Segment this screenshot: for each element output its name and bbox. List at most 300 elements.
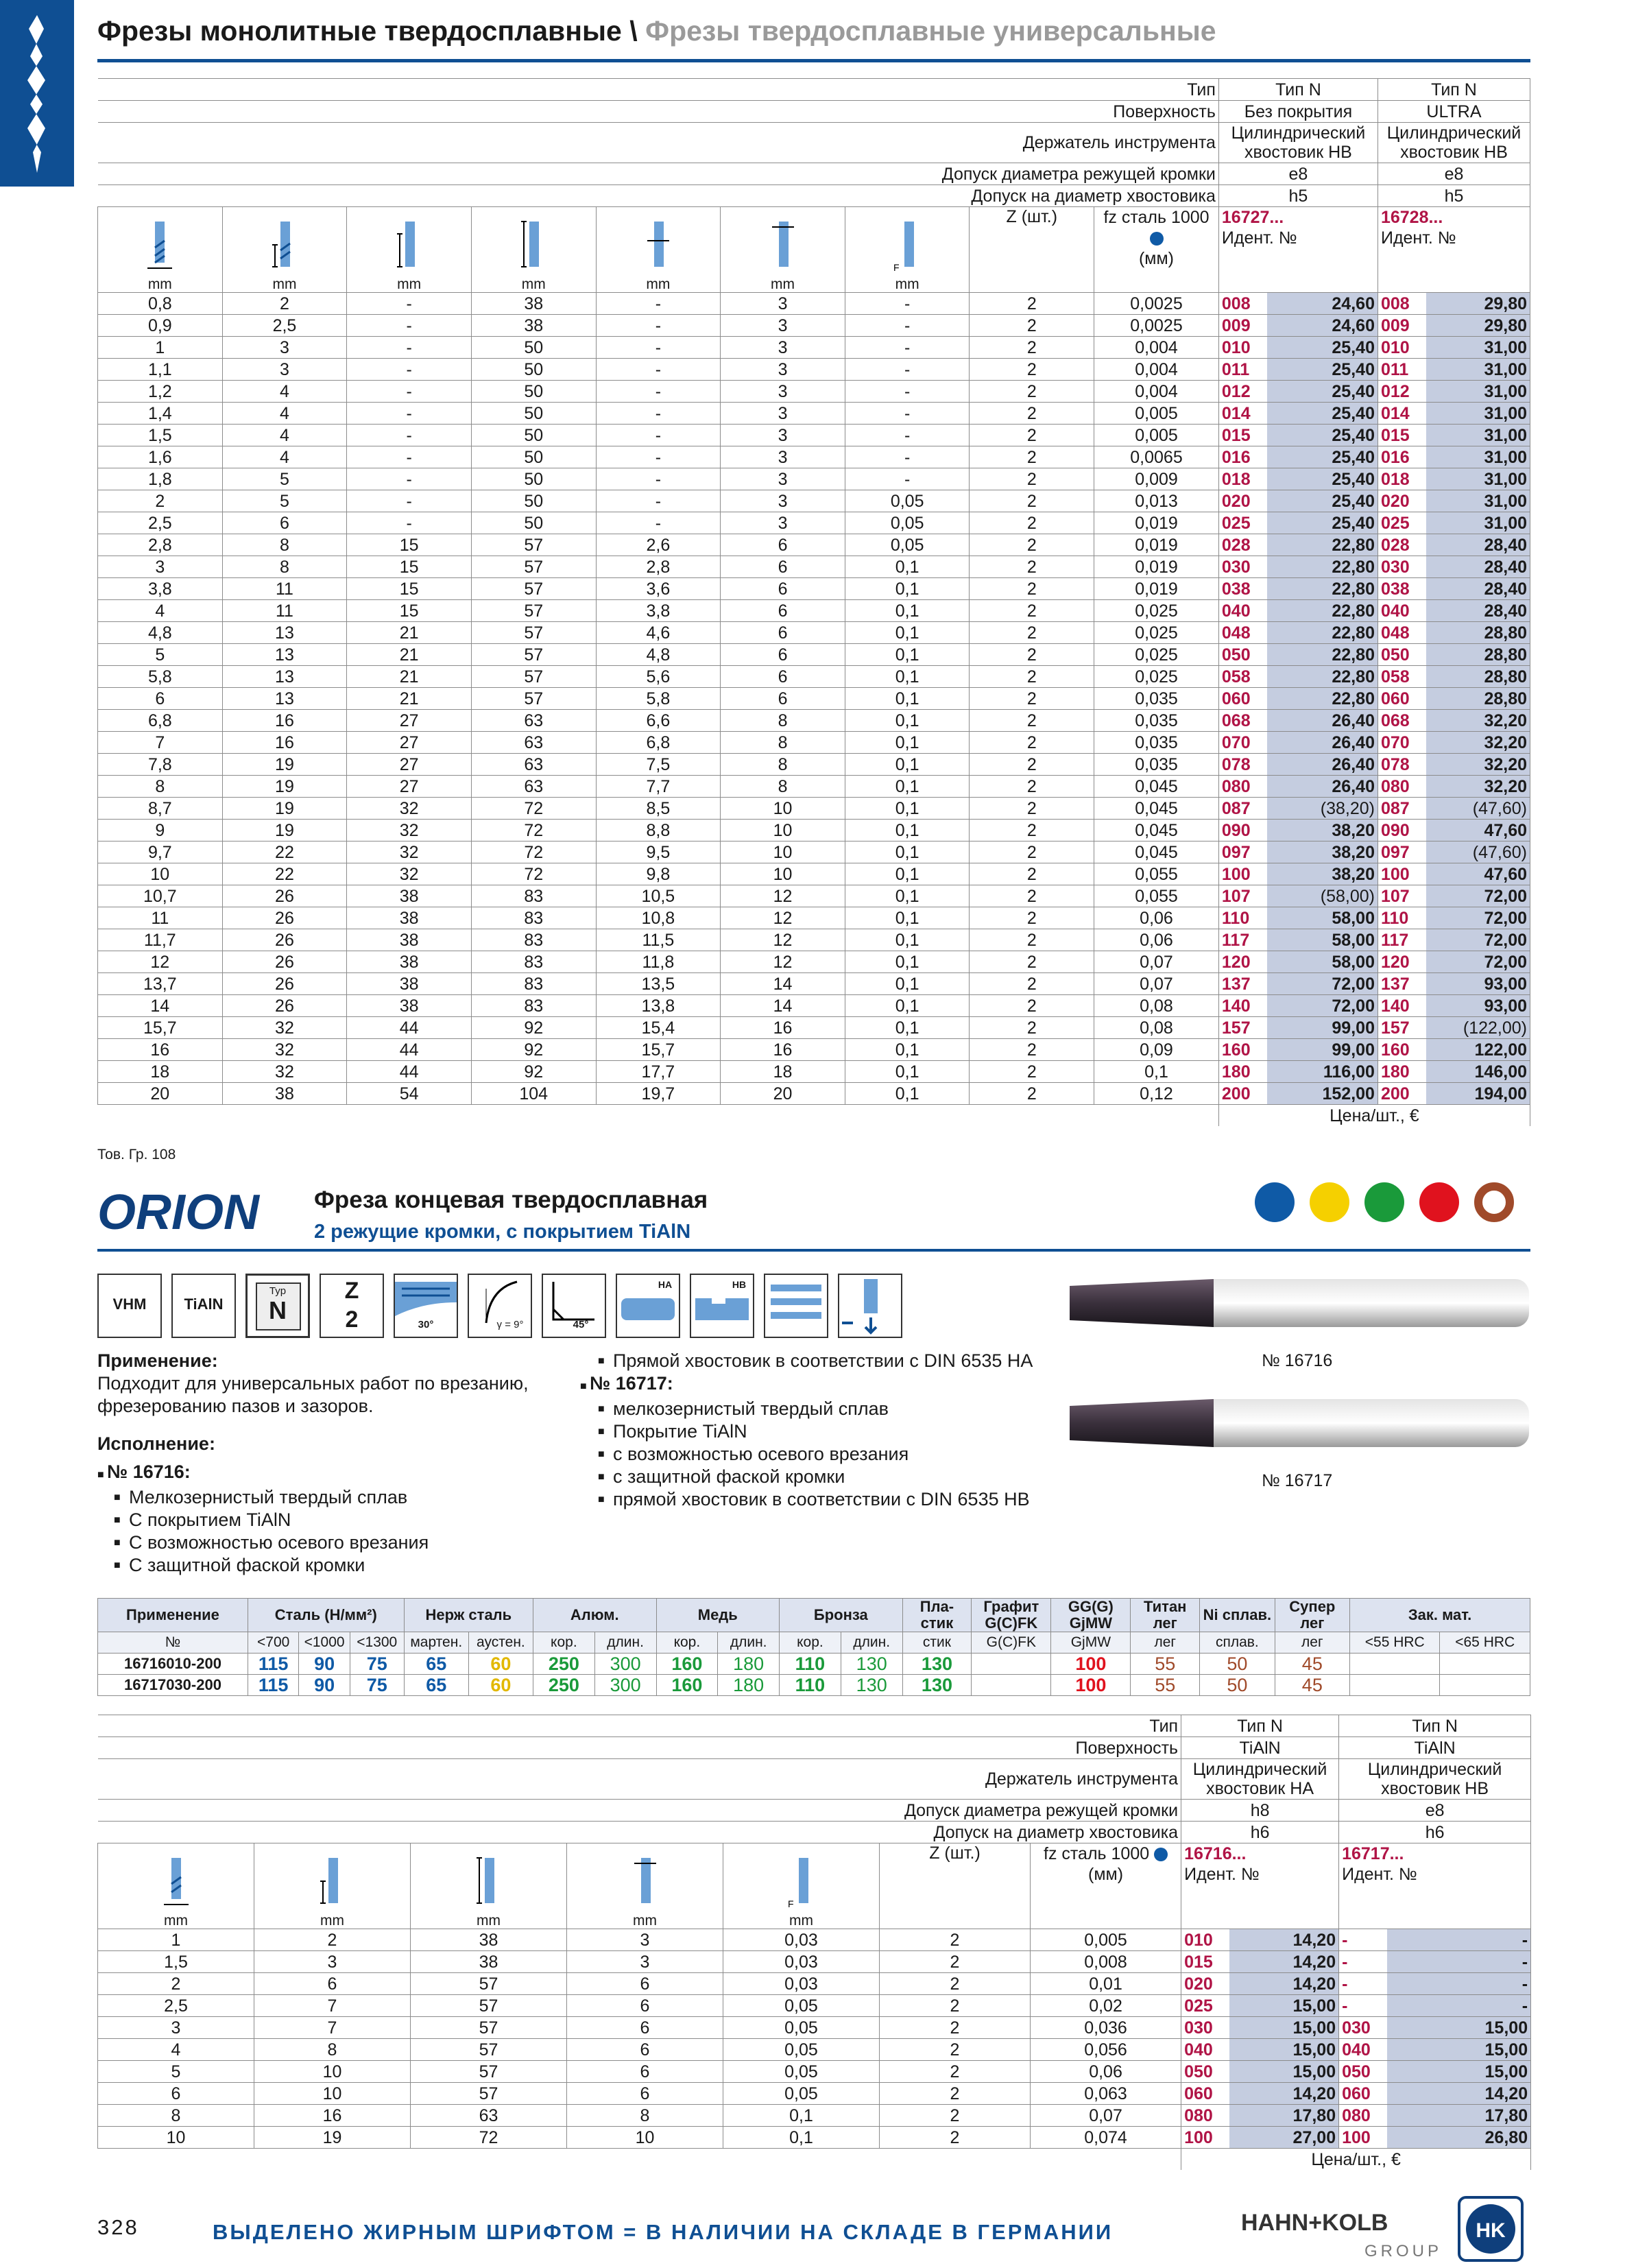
material-subheader: стик: [902, 1632, 972, 1654]
material-value: [972, 1675, 1051, 1696]
cell: 2: [880, 1973, 1031, 1995]
cell: 0,045: [1094, 798, 1219, 820]
cell: 3: [721, 425, 845, 446]
cell: 44: [347, 1039, 472, 1061]
ident-code-a: 137: [1218, 973, 1267, 995]
cell: 72: [411, 2127, 567, 2149]
cell: 57: [411, 2039, 567, 2061]
table-row: [98, 403, 1530, 425]
cell: 5,8: [98, 666, 223, 688]
table-row: [98, 885, 1530, 907]
price-b: -: [1387, 1929, 1531, 1951]
price-b: 31,00: [1426, 512, 1530, 534]
cell: 26: [222, 995, 347, 1017]
order-header-a: [1181, 1843, 1339, 1929]
price-a: 26,40: [1267, 732, 1378, 754]
description-left: [97, 1350, 570, 1577]
price-a: 38,20: [1267, 841, 1378, 863]
cell: 13: [222, 666, 347, 688]
table-row: [98, 578, 1530, 600]
cell: -: [347, 293, 472, 315]
icon-cutting-diameter: [98, 1843, 254, 1929]
ident-code-a: 080: [1181, 2105, 1229, 2127]
cell: 10: [721, 863, 845, 885]
cell: -: [845, 293, 970, 315]
cell: -: [596, 446, 721, 468]
unit-label: mm: [771, 276, 795, 292]
ident-code-b: 014: [1378, 403, 1426, 425]
material-header: Ni сплав.: [1200, 1599, 1275, 1632]
spec-value-a: e8: [1218, 163, 1378, 185]
cell: 15: [347, 556, 472, 578]
price-a: 25,40: [1267, 381, 1378, 403]
cell: 18: [721, 1061, 845, 1083]
material-subheader: кор.: [780, 1632, 841, 1654]
cell: 9,8: [596, 863, 721, 885]
price-b: 93,00: [1426, 995, 1530, 1017]
price-b: 32,20: [1426, 732, 1530, 754]
price-a: 14,20: [1229, 1929, 1339, 1951]
material-dot: [1364, 1182, 1404, 1222]
ident-code-a: 025: [1181, 1995, 1229, 2017]
price-b: 29,80: [1426, 315, 1530, 337]
cell: 32: [347, 863, 472, 885]
icon-chamfer: [723, 1843, 880, 1929]
table-row: [98, 425, 1530, 446]
cell: 2: [970, 315, 1094, 337]
cell: 15: [347, 578, 472, 600]
cell: 26: [222, 951, 347, 973]
table-row: [98, 1083, 1530, 1105]
icon-chamfer: [845, 207, 970, 293]
ident-code-b: 020: [1378, 490, 1426, 512]
price-a: 26,40: [1267, 754, 1378, 776]
cell: 10,8: [596, 907, 721, 929]
cell: 2: [880, 1929, 1031, 1951]
cell: -: [845, 446, 970, 468]
cell: 6: [721, 534, 845, 556]
spec-value-a: Цилиндрический хвостовик HB: [1218, 123, 1378, 163]
cell: 11: [222, 578, 347, 600]
z-symbol: [320, 1274, 384, 1338]
cell: 72: [471, 863, 596, 885]
price-b: 31,00: [1426, 381, 1530, 403]
price-b: 29,80: [1426, 293, 1530, 315]
ident-code-a: 160: [1218, 1039, 1267, 1061]
unit-label: mm: [397, 276, 422, 292]
cell: 3: [721, 446, 845, 468]
cell: 57: [471, 666, 596, 688]
table-row: [98, 315, 1530, 337]
ident-code-b: 107: [1378, 885, 1426, 907]
table-row: [98, 490, 1530, 512]
spec-value-a: Тип N: [1218, 79, 1378, 101]
material-dot: [1474, 1182, 1514, 1222]
cell: 1,4: [98, 403, 223, 425]
material-value: 90: [299, 1654, 350, 1675]
price-a: 26,40: [1267, 776, 1378, 798]
price-a: 14,20: [1229, 2083, 1339, 2105]
table-row: [98, 951, 1530, 973]
cell: 0,1: [845, 622, 970, 644]
cell: 11: [222, 600, 347, 622]
fz-header: [1094, 207, 1219, 293]
ident-code-b: -: [1339, 1995, 1387, 2017]
typ-n-label: N: [269, 1296, 287, 1324]
ident-code-a: 100: [1218, 863, 1267, 885]
price-a: (38,20): [1267, 798, 1378, 820]
price-a: 58,00: [1267, 951, 1378, 973]
cell: 11,5: [596, 929, 721, 951]
section-rule: [97, 1249, 1530, 1252]
table-row: [98, 688, 1530, 710]
price-a: (58,00): [1267, 885, 1378, 907]
ident-code-b: 038: [1378, 578, 1426, 600]
exec-16717-title: № 16717:: [590, 1373, 673, 1394]
ident-code-b: 018: [1378, 468, 1426, 490]
cell: 21: [347, 688, 472, 710]
cell: 8: [721, 754, 845, 776]
cell: 8: [721, 776, 845, 798]
ident-code-a: 040: [1218, 600, 1267, 622]
cell: 50: [471, 468, 596, 490]
brand-name: HAHN+KOLB: [1241, 2210, 1388, 2236]
unit-label: mm: [521, 276, 546, 292]
cell: 10,5: [596, 885, 721, 907]
spec-value-a: h6: [1181, 1822, 1339, 1843]
unit-label: mm: [272, 276, 297, 292]
material-header: Нерж сталь: [404, 1599, 533, 1632]
table-row: [98, 337, 1530, 359]
cell: 13,8: [596, 995, 721, 1017]
material-header-row: [98, 1599, 1530, 1632]
ident-code-a: 120: [1218, 951, 1267, 973]
cell: 38: [222, 1083, 347, 1105]
cell: 0,1: [845, 907, 970, 929]
price-a: 22,80: [1267, 622, 1378, 644]
cell: 4: [98, 600, 223, 622]
ident-code-a: 040: [1181, 2039, 1229, 2061]
cell: 0,1: [845, 973, 970, 995]
cell: 1,2: [98, 381, 223, 403]
table-row: [98, 798, 1530, 820]
plunge-symbol: [838, 1274, 902, 1338]
cell: -: [596, 425, 721, 446]
ident-code-a: 060: [1181, 2083, 1229, 2105]
fz-label: fz сталь 1000: [1103, 208, 1210, 227]
cell: -: [347, 381, 472, 403]
material-value: 180: [718, 1654, 780, 1675]
price-a: 22,80: [1267, 666, 1378, 688]
cell: 16: [222, 732, 347, 754]
price-a: 99,00: [1267, 1017, 1378, 1039]
application-title: Применение:: [97, 1350, 218, 1371]
cell: 3: [721, 403, 845, 425]
ident-code-b: 009: [1378, 315, 1426, 337]
fz-label: fz сталь 1000: [1044, 1844, 1150, 1863]
neck-length-icon: [396, 220, 423, 274]
cell: 19: [222, 776, 347, 798]
ident-label: Идент. №: [1221, 228, 1297, 248]
cell: 0,05: [845, 490, 970, 512]
cell: 2: [970, 907, 1094, 929]
plunge-icon: [839, 1275, 901, 1337]
cell: 5,8: [596, 688, 721, 710]
cell: 7,8: [98, 754, 223, 776]
cell: 0,009: [1094, 468, 1219, 490]
cell: 2: [254, 1929, 411, 1951]
cell: 0,1: [845, 820, 970, 841]
cell: 0,8: [98, 293, 223, 315]
cell: 2: [970, 1061, 1094, 1083]
product-table-2: [97, 1715, 1531, 2170]
list-item: ■ С защитной фаской кромки: [114, 1554, 570, 1577]
dot-icon: [1154, 1848, 1168, 1861]
price-a: 24,60: [1267, 293, 1378, 315]
table-row: [98, 973, 1530, 995]
ident-code-b: 200: [1378, 1083, 1426, 1105]
cell: 50: [471, 337, 596, 359]
cell: 21: [347, 644, 472, 666]
price-b: 28,80: [1426, 666, 1530, 688]
material-value: 75: [350, 1675, 404, 1696]
spec-value-b: Цилиндрический хвостовик HB: [1378, 123, 1530, 163]
cell: 6: [567, 1973, 723, 1995]
exec-16716-extra-list: [598, 1350, 1050, 1372]
material-subheader: <1300: [350, 1632, 404, 1654]
price-b: 31,00: [1426, 425, 1530, 446]
spec-value-b: Цилиндрический хвостовик HB: [1339, 1759, 1531, 1800]
price-a: 25,40: [1267, 425, 1378, 446]
ident-code-b: 030: [1339, 2017, 1387, 2039]
header-separator: \: [629, 15, 638, 47]
price-a: 17,80: [1229, 2105, 1339, 2127]
price-b: 15,00: [1387, 2039, 1531, 2061]
cell: 20: [98, 1083, 223, 1105]
price-b: 31,00: [1426, 359, 1530, 381]
material-value: 160: [656, 1654, 718, 1675]
icon-cutting-diameter: [98, 207, 223, 293]
cell: 63: [471, 732, 596, 754]
cell: 0,1: [845, 1061, 970, 1083]
cutting-length-icon: [319, 1857, 346, 1910]
cell: 0,035: [1094, 688, 1219, 710]
cell: 10: [721, 841, 845, 863]
cell: 2: [880, 2127, 1031, 2149]
spec-row: [98, 1800, 1531, 1822]
price-a: 22,80: [1267, 688, 1378, 710]
ident-code-b: -: [1339, 1929, 1387, 1951]
material-value: 160: [656, 1675, 718, 1696]
ident-code-a: 048: [1218, 622, 1267, 644]
cell: -: [845, 403, 970, 425]
ident-code-a: 180: [1218, 1061, 1267, 1083]
material-value: 100: [1051, 1675, 1131, 1696]
cell: 0,004: [1094, 337, 1219, 359]
cell: 2: [970, 666, 1094, 688]
cell: 6: [567, 2017, 723, 2039]
section-tab: [0, 0, 74, 187]
ident-code-b: 157: [1378, 1017, 1426, 1039]
price-a: 27,00: [1229, 2127, 1339, 2149]
ident-code-b: 080: [1378, 776, 1426, 798]
cell: -: [596, 337, 721, 359]
cell: 0,07: [1094, 951, 1219, 973]
cell: 38: [471, 293, 596, 315]
cell: 54: [347, 1083, 472, 1105]
total-length-icon: [520, 220, 547, 274]
fz-header: [1031, 1843, 1181, 1929]
cell: 0,05: [723, 2017, 880, 2039]
spec-label: Допуск на диаметр хвостовика: [98, 185, 1219, 207]
cell: 50: [471, 403, 596, 425]
ident-code-a: 110: [1218, 907, 1267, 929]
cell: 0,1: [845, 710, 970, 732]
gamma-label: γ = 9°: [496, 1319, 524, 1330]
cell: 57: [471, 534, 596, 556]
material-subheader: длин.: [594, 1632, 656, 1654]
cell: 0,074: [1031, 2127, 1181, 2149]
material-value: [1440, 1675, 1530, 1696]
cell: 6: [567, 1995, 723, 2017]
orion-logo-text: ORION: [97, 1185, 260, 1240]
table-row: [98, 512, 1530, 534]
ident-code-b: -: [1339, 1951, 1387, 1973]
cell: 16: [254, 2105, 411, 2127]
cell: 26: [222, 907, 347, 929]
order-header-b: [1339, 1843, 1531, 1929]
price-a: 22,80: [1267, 556, 1378, 578]
cell: 8,7: [98, 798, 223, 820]
page-number: 328: [97, 2215, 139, 2239]
cell: 0,1: [845, 1083, 970, 1105]
table-row: [98, 1995, 1531, 2017]
cell: 7: [254, 2017, 411, 2039]
ident-code-b: 050: [1378, 644, 1426, 666]
cell: 3: [721, 337, 845, 359]
cell: 57: [411, 1973, 567, 1995]
vhm-label: VHM: [112, 1296, 147, 1313]
cell: 3: [567, 1929, 723, 1951]
header-rule: [97, 59, 1530, 62]
material-subheader: №: [98, 1632, 248, 1654]
cell: 0,035: [1094, 754, 1219, 776]
price-b: 28,40: [1426, 578, 1530, 600]
cell: 6,8: [596, 732, 721, 754]
execution-title: Исполнение:: [97, 1433, 215, 1454]
cell: 3: [567, 1951, 723, 1973]
price-a: 14,20: [1229, 1951, 1339, 1973]
cell: 1,1: [98, 359, 223, 381]
price-a: 15,00: [1229, 2039, 1339, 2061]
angle30-label: 30°: [418, 1319, 434, 1330]
cell: 38: [471, 315, 596, 337]
cell: 2: [98, 1973, 254, 1995]
cell: 7,5: [596, 754, 721, 776]
cell: 12: [721, 907, 845, 929]
ident-code-a: 014: [1218, 403, 1267, 425]
ident-code-a: 015: [1181, 1951, 1229, 1973]
ident-code-a: 060: [1218, 688, 1267, 710]
spec-value-b: h6: [1339, 1822, 1531, 1843]
price-a: 25,40: [1267, 359, 1378, 381]
table-row: [98, 1017, 1530, 1039]
cell: 0,1: [1094, 1061, 1219, 1083]
material-article: 16716010-200: [98, 1654, 248, 1675]
cell: 0,1: [845, 929, 970, 951]
price-a: 72,00: [1267, 973, 1378, 995]
ident-code-b: 160: [1378, 1039, 1426, 1061]
cell: 9,7: [98, 841, 223, 863]
spec-row: [98, 163, 1530, 185]
material-value: 100: [1051, 1654, 1131, 1675]
cell: 2: [970, 1017, 1094, 1039]
rake-symbol: [468, 1274, 532, 1338]
ident-code-b: 048: [1378, 622, 1426, 644]
price-b: 32,20: [1426, 776, 1530, 798]
material-subheader: мартен.: [404, 1632, 468, 1654]
cell: 38: [347, 973, 472, 995]
cell: 63: [411, 2105, 567, 2127]
product-table-1: [97, 78, 1530, 1126]
table-row: [98, 2105, 1531, 2127]
cell: 6: [98, 2083, 254, 2105]
cell: 2: [970, 578, 1094, 600]
price-b: 32,20: [1426, 710, 1530, 732]
cell: 3: [721, 490, 845, 512]
stock-note: ВЫДЕЛЕНО ЖИРНЫМ ШРИФТОМ = В НАЛИЧИИ НА СКЛАДЕ В ГЕРМАНИИ: [213, 2220, 1114, 2244]
cell: 0,1: [723, 2127, 880, 2149]
ident-code-b: 016: [1378, 446, 1426, 468]
cell: 4: [222, 425, 347, 446]
ident-code-a: 018: [1218, 468, 1267, 490]
cell: 4: [98, 2039, 254, 2061]
price-a: 15,00: [1229, 2061, 1339, 2083]
cell: 15: [347, 600, 472, 622]
icon-neck-length: [347, 207, 472, 293]
material-value: 180: [718, 1675, 780, 1696]
cell: 12: [721, 951, 845, 973]
cell: 2: [970, 512, 1094, 534]
cell: 0,004: [1094, 359, 1219, 381]
table-row: [98, 468, 1530, 490]
cell: 6: [721, 622, 845, 644]
ident-code-a: 038: [1218, 578, 1267, 600]
price-footer-row: [98, 2149, 1531, 2171]
cell: -: [845, 468, 970, 490]
price-a: 25,40: [1267, 490, 1378, 512]
table-row: [98, 2083, 1531, 2105]
cell: 57: [411, 2083, 567, 2105]
cell: 0,004: [1094, 381, 1219, 403]
price-b: 32,20: [1426, 754, 1530, 776]
spec-row: [98, 1715, 1531, 1737]
cell: -: [347, 490, 472, 512]
cell: 83: [471, 973, 596, 995]
cell: 2: [970, 293, 1094, 315]
application-text: Подходит для универсальных работ по врезанию, фрезерованию пазов и зазоров.: [97, 1373, 529, 1416]
exec-16717-list: [598, 1398, 1050, 1511]
material-value: [972, 1654, 1051, 1675]
ident-code-a: 080: [1218, 776, 1267, 798]
cell: 83: [471, 929, 596, 951]
cell: 57: [471, 622, 596, 644]
cell: 0,9: [98, 315, 223, 337]
cell: 2: [970, 381, 1094, 403]
material-value: [1350, 1654, 1440, 1675]
cell: -: [596, 490, 721, 512]
fz-unit: (мм): [1088, 1865, 1124, 1884]
